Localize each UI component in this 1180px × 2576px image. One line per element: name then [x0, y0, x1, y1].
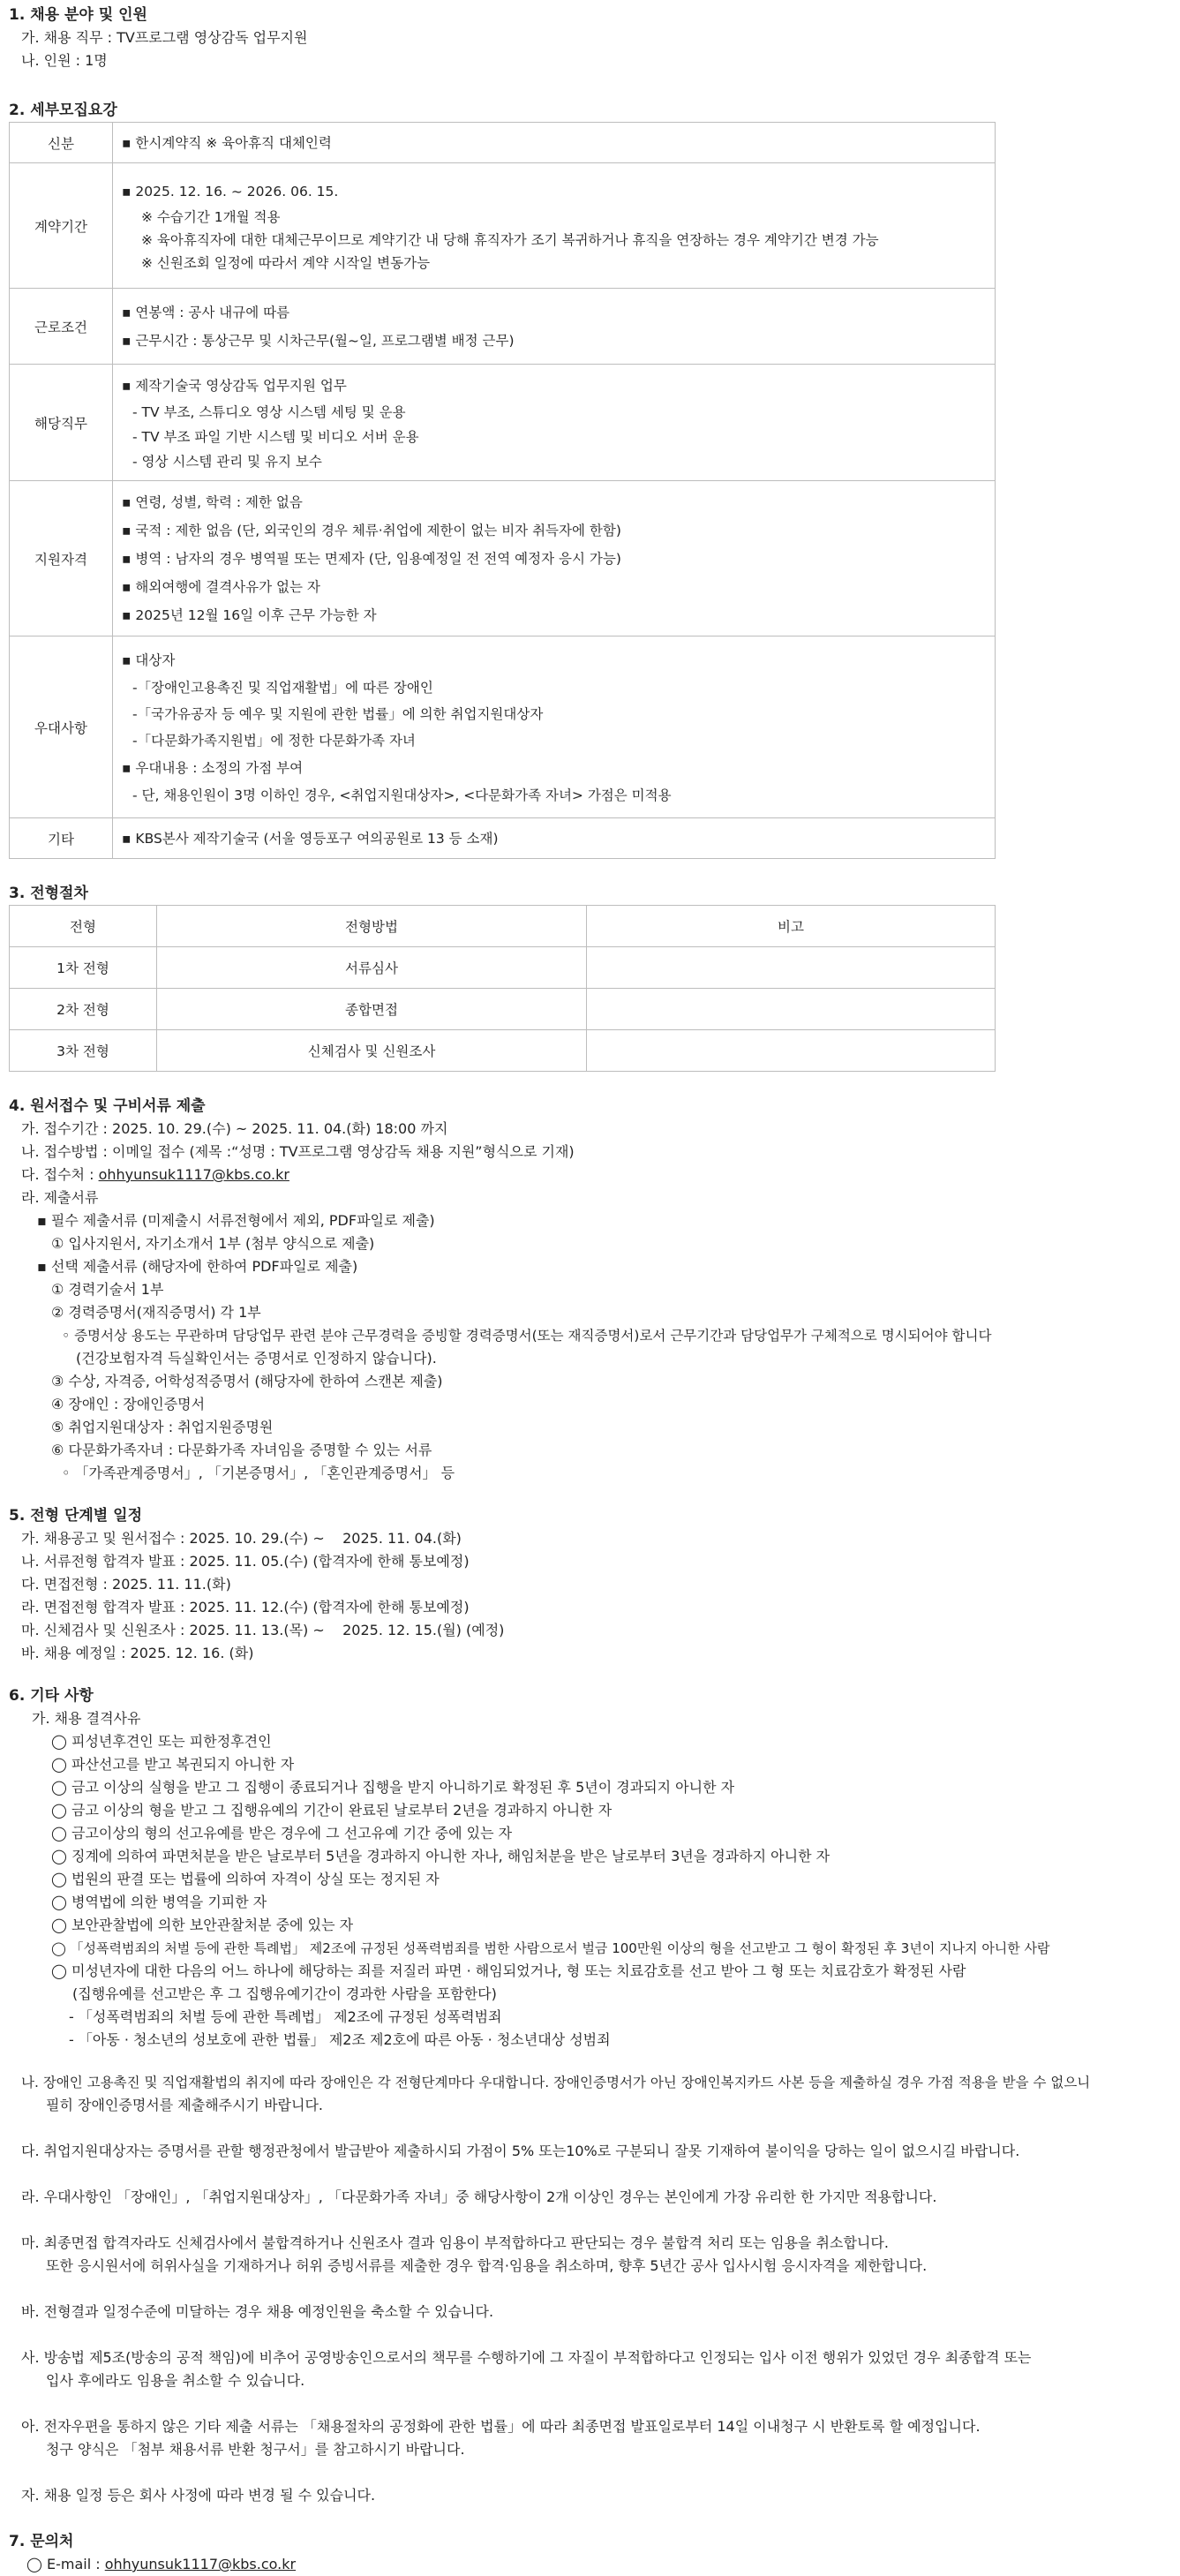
optional-doc-item: ③ 수상, 자격증, 어학성적증명서 (해당자에 한하여 스캔본 제출) — [51, 1373, 443, 1390]
row-line: ▪ 병역 : 남자의 경우 병역필 또는 면제자 (단, 임용예정일 전 전역 예정자 응시 가능) — [122, 550, 621, 567]
application-period: 가. 접수기간 : 2025. 10. 29.(수) ~ 2025. 11. 04.(화) 18:00 까지 — [21, 1120, 448, 1137]
notice-ma-cont: 또한 응시원서에 허위사실을 기재하거나 허위 증빙서류를 제출한 경우 합격·임용을 취소하며, 향후 5년간 공사 입사시험 응시자격을 제한합니다. — [46, 2257, 928, 2274]
column-header: 비고 — [587, 906, 996, 947]
table-cell: 신체검사 및 신원조사 — [157, 1030, 587, 1072]
row-label: 신분 — [10, 123, 113, 163]
notice-na-cont: 필히 장애인증명서를 제출해주시기 바랍니다. — [46, 2097, 324, 2113]
disqualification-note: (집행유예를 선고받은 후 그 집행유예기간이 경과한 사람을 포함한다) — [72, 1985, 497, 2002]
notice-da: 다. 취업지원대상자는 증명서를 관할 행정관청에서 발급받아 제출하시되 가점이 5% 또는10%로 구분되니 잘못 기재하여 불이익을 당하는 일이 없으시길 바랍니다. — [21, 2143, 1020, 2159]
table-cell: 1차 전형 — [10, 947, 157, 989]
table-row — [10, 289, 996, 365]
table-cell — [587, 989, 996, 1030]
disqualification-item: ◯ 징계에 의하여 파면처분을 받은 날로부터 5년을 경과하지 아니한 자나, 해임처분을 받은 날로부터 3년을 경과하지 아니한 자 — [51, 1848, 831, 1864]
row-line: - 단, 채용인원이 3명 이하인 경우, <취업지원대상자>, <다문화가족 자녀> 가점은 미적용 — [132, 787, 672, 803]
notice-ja: 자. 채용 일정 등은 회사 사정에 따라 변경 될 수 있습니다. — [21, 2487, 376, 2504]
row-line: -「국가유공자 등 예우 및 지원에 관한 법률」에 의한 취업지원대상자 — [132, 705, 544, 722]
job-field: 가. 채용 직무 : TV프로그램 영상감독 업무지원 — [21, 29, 308, 46]
row-label: 기타 — [10, 818, 113, 859]
row-label: 해당직무 — [10, 365, 113, 481]
row-line: - 영상 시스템 관리 및 유지 보수 — [132, 453, 322, 470]
application-method: 나. 접수방법 : 이메일 접수 (제목 :“성명 : TV프로그램 영상감독 채용 지원”형식으로 기재) — [21, 1143, 575, 1160]
optional-doc-item: ② 경력증명서(재직증명서) 각 1부 — [51, 1304, 261, 1321]
row-line: - TV 부조, 스튜디오 영상 시스템 세팅 및 운용 — [132, 403, 406, 420]
section-7-title: 7. 문의처 — [9, 2533, 74, 2550]
disqualification-item: ◯ 병역법에 의한 병역을 기피한 자 — [51, 1894, 267, 1910]
schedule-item: 마. 신체검사 및 신원조사 : 2025. 11. 13.(목) ~ 2025. 12. 15.(월) (예정) — [21, 1622, 505, 1638]
disqualification-item: ◯ 「성폭력범죄의 처벌 등에 관한 특례법」 제2조에 규정된 성폭력범죄를 범한 사람으로서 벌금 100만원 이상의 형을 선고받고 그 형이 확정된 후 3년이 지나지 아니한 사람 — [51, 1940, 1050, 1956]
disqualification-item: ◯ 미성년자에 대한 다음의 어느 하나에 해당하는 죄를 저질러 파면 · 해임되었거나, 형 또는 치료감호를 선고 받아 그 형 또는 치료감호가 확정된 사람 — [51, 1962, 966, 1979]
row-line: ▪ 우대내용 : 소정의 가점 부여 — [122, 759, 304, 776]
optional-doc-note: (건강보험자격 득실확인서는 증명서로 인정하지 않습니다). — [76, 1350, 437, 1367]
table-cell: 2차 전형 — [10, 989, 157, 1030]
required-doc-item: ① 입사지원서, 자기소개서 1부 (첨부 양식으로 제출) — [51, 1235, 375, 1252]
notice-na: 나. 장애인 고용촉진 및 직업재활법의 취지에 따라 장애인은 각 전형단계마다 우대합니다. 장애인증명서가 아닌 장애인복지카드 사본 등을 제출하실 경우 가점 적용을 받을 수 없으니 — [21, 2075, 1091, 2090]
notice-sa-cont: 입사 후에라도 임용을 취소할 수 있습니다. — [46, 2372, 305, 2389]
row-label: 근로조건 — [10, 289, 113, 365]
disqualification-item: ◯ 파산선고를 받고 복권되지 아니한 자 — [51, 1756, 295, 1773]
table-row — [10, 1030, 996, 1072]
notice-ma: 마. 최종면접 합격자라도 신체검사에서 불합격하거나 신원조사 결과 임용이 부적합하다고 판단되는 경우 불합격 처리 또는 임용을 취소합니다. — [21, 2234, 889, 2251]
row-line: ▪ 연봉액 : 공사 내규에 따름 — [122, 304, 290, 320]
row-line: ▪ 해외여행에 결격사유가 없는 자 — [122, 578, 320, 595]
process-table — [9, 905, 996, 1072]
row-line: ▪ 2025년 12월 16일 이후 근무 가능한 자 — [122, 606, 377, 623]
column-header: 전형방법 — [157, 906, 587, 947]
schedule-item: 바. 채용 예정일 : 2025. 12. 16. (화) — [21, 1645, 254, 1661]
disqualification-item: ◯ 금고이상의 형의 선고유예를 받은 경우에 그 선고유예 기간 중에 있는 자 — [51, 1825, 513, 1842]
row-line: ▪ 연령, 성별, 학력 : 제한 없음 — [122, 493, 303, 510]
notice-ra: 라. 우대사항인 「장애인」, 「취업지원대상자」, 「다문화가족 자녀」중 해당사항이 2개 이상인 경우는 본인에게 가장 유리한 한 가지만 적용합니다. — [21, 2188, 937, 2205]
row-line: ▪ KBS본사 제작기술국 (서울 영등포구 여의공원로 13 등 소재) — [122, 830, 499, 847]
table-cell: 3차 전형 — [10, 1030, 157, 1072]
optional-docs: ▪ 선택 제출서류 (해당자에 한하여 PDF파일로 제출) — [37, 1258, 358, 1275]
table-cell: 서류심사 — [157, 947, 587, 989]
row-line: ※ 신원조회 일정에 따라서 계약 시작일 변동가능 — [141, 254, 431, 271]
optional-doc-item: ⑤ 취업지원대상자 : 취업지원증명원 — [51, 1419, 274, 1435]
table-cell — [587, 947, 996, 989]
optional-doc-note: ◦ 증명서상 용도는 무관하며 담당업무 관련 분야 근무경력을 증빙할 경력증명서(또는 재직증명서)로서 근무기간과 담당업무가 구체적으로 명시되어야 합니다 — [62, 1328, 992, 1344]
disqualification-note: - 「아동 · 청소년의 성보호에 관한 법률」 제2조 제2호에 따른 아동 · 청소년대상 성범죄 — [69, 2031, 611, 2048]
row-line: ▪ 제작기술국 영상감독 업무지원 업무 — [122, 377, 347, 394]
row-line: -「장애인고용촉진 및 직업재활법」에 따른 장애인 — [132, 679, 433, 696]
section-6-title: 6. 기타 사항 — [9, 1687, 94, 1705]
disqualification-note: - 「성폭력범죄의 처벌 등에 관한 특례법」 제2조에 규정된 성폭력범죄 — [69, 2008, 502, 2025]
optional-doc-note: ◦ 「가족관계증명서」, 「기본증명서」, 「혼인관계증명서」 등 — [62, 1465, 455, 1481]
schedule-item: 라. 면접전형 합격자 발표 : 2025. 11. 12.(수) (합격자에 한해 통보예정) — [21, 1599, 470, 1616]
notice-ba: 바. 전형결과 일정수준에 미달하는 경우 채용 예정인원을 축소할 수 있습니다. — [21, 2303, 494, 2320]
row-line: ▪ 2025. 12. 16. ~ 2026. 06. 15. — [122, 183, 339, 200]
table-row — [10, 123, 996, 163]
notice-a-cont: 청구 양식은 「첨부 채용서류 반환 청구서」를 참고하시기 바랍니다. — [46, 2441, 465, 2458]
required-docs: ▪ 필수 제출서류 (미제출시 서류전형에서 제외, PDF파일로 제출) — [37, 1212, 435, 1229]
table-row — [10, 365, 996, 481]
table-row — [10, 947, 996, 989]
disqualification-item: ◯ 법원의 판결 또는 법률에 의하여 자격이 상실 또는 정지된 자 — [51, 1871, 440, 1887]
application-address: 다. 접수처 : ohhyunsuk1117@kbs.co.kr — [21, 1166, 289, 1183]
row-line: ▪ 한시계약직 ※ 육아휴직 대체인력 — [122, 134, 332, 151]
table-row — [10, 818, 996, 859]
row-label: 우대사항 — [10, 636, 113, 818]
row-label: 지원자격 — [10, 481, 113, 636]
optional-doc-item: ⑥ 다문화가족자녀 : 다문화가족 자녀임을 증명할 수 있는 서류 — [51, 1442, 432, 1458]
section-1-title: 1. 채용 분야 및 인원 — [9, 6, 147, 24]
schedule-item: 나. 서류전형 합격자 발표 : 2025. 11. 05.(수) (합격자에 한해 통보예정) — [21, 1553, 470, 1570]
row-line: ▪ 근무시간 : 통상근무 및 시차근무(월~일, 프로그램별 배정 근무) — [122, 332, 515, 349]
disqualification-item: ◯ 금고 이상의 형을 받고 그 집행유예의 기간이 완료된 날로부터 2년을 경과하지 아니한 자 — [51, 1802, 613, 1819]
row-line: ▪ 국적 : 제한 없음 (단, 외국인의 경우 체류·취업에 제한이 없는 비자 취득자에 한함) — [122, 522, 621, 539]
section-5-title: 5. 전형 단계별 일정 — [9, 1507, 142, 1525]
schedule-item: 다. 면접전형 : 2025. 11. 11.(화) — [21, 1576, 231, 1593]
table-row — [10, 163, 996, 289]
table-cell — [587, 1030, 996, 1072]
contact-email-link[interactable]: ohhyunsuk1117@kbs.co.kr — [104, 2556, 297, 2572]
documents-heading: 라. 제출서류 — [21, 1189, 99, 1206]
row-line: - TV 부조 파일 기반 시스템 및 비디오 서버 운용 — [132, 428, 419, 445]
disqualification-item: ◯ 금고 이상의 실형을 받고 그 집행이 종료되거나 집행을 받지 아니하기로 확정된 후 5년이 경과되지 아니한 자 — [51, 1779, 735, 1796]
table-row — [10, 636, 996, 818]
requirements-table — [9, 122, 996, 859]
disqualification-heading: 가. 채용 결격사유 — [32, 1710, 141, 1727]
contact-email: ◯ E-mail : ohhyunsuk1117@kbs.co.kr — [26, 2556, 297, 2572]
section-4-title: 4. 원서접수 및 구비서류 제출 — [9, 1097, 206, 1115]
row-line: -「다문화가족지원법」에 정한 다문화가족 자녀 — [132, 732, 416, 749]
disqualification-item: ◯ 보안관찰법에 의한 보안관찰처분 중에 있는 자 — [51, 1917, 354, 1933]
notice-a: 아. 전자우편을 통하지 않은 기타 제출 서류는 「채용절차의 공정화에 관한 법률」에 따라 최종면접 발표일로부터 14일 이내청구 시 반환토록 할 예정입니다. — [21, 2418, 981, 2435]
notice-sa: 사. 방송법 제5조(방송의 공적 책임)에 비추어 공영방송인으로서의 책무를 수행하기에 그 자질이 부적합하다고 인정되는 입사 이전 행위가 있었던 경우 최종합격 또는 — [21, 2349, 1032, 2366]
table-header-row — [10, 906, 996, 947]
row-line: ※ 육아휴직자에 대한 대체근무이므로 계약기간 내 당해 휴직자가 조기 복귀하거나 휴직을 연장하는 경우 계약기간 변경 가능 — [141, 231, 879, 248]
optional-doc-item: ① 경력기술서 1부 — [51, 1281, 164, 1298]
row-line: ▪ 대상자 — [122, 652, 176, 668]
section-3-title: 3. 전형절차 — [9, 885, 88, 902]
optional-doc-item: ④ 장애인 : 장애인증명서 — [51, 1396, 206, 1412]
row-label: 계약기간 — [10, 163, 113, 289]
table-row — [10, 989, 996, 1030]
headcount: 나. 인원 : 1명 — [21, 52, 108, 69]
schedule-item: 가. 채용공고 및 원서접수 : 2025. 10. 29.(수) ~ 2025. 11. 04.(화) — [21, 1530, 462, 1547]
submit-email-link[interactable]: ohhyunsuk1117@kbs.co.kr — [98, 1166, 289, 1183]
row-line: ※ 수습기간 1개월 적용 — [141, 208, 281, 225]
section-2-title: 2. 세부모집요강 — [9, 102, 117, 119]
table-cell: 종합면접 — [157, 989, 587, 1030]
column-header: 전형 — [10, 906, 157, 947]
table-row — [10, 481, 996, 636]
disqualification-item: ◯ 피성년후견인 또는 피한정후견인 — [51, 1733, 272, 1750]
